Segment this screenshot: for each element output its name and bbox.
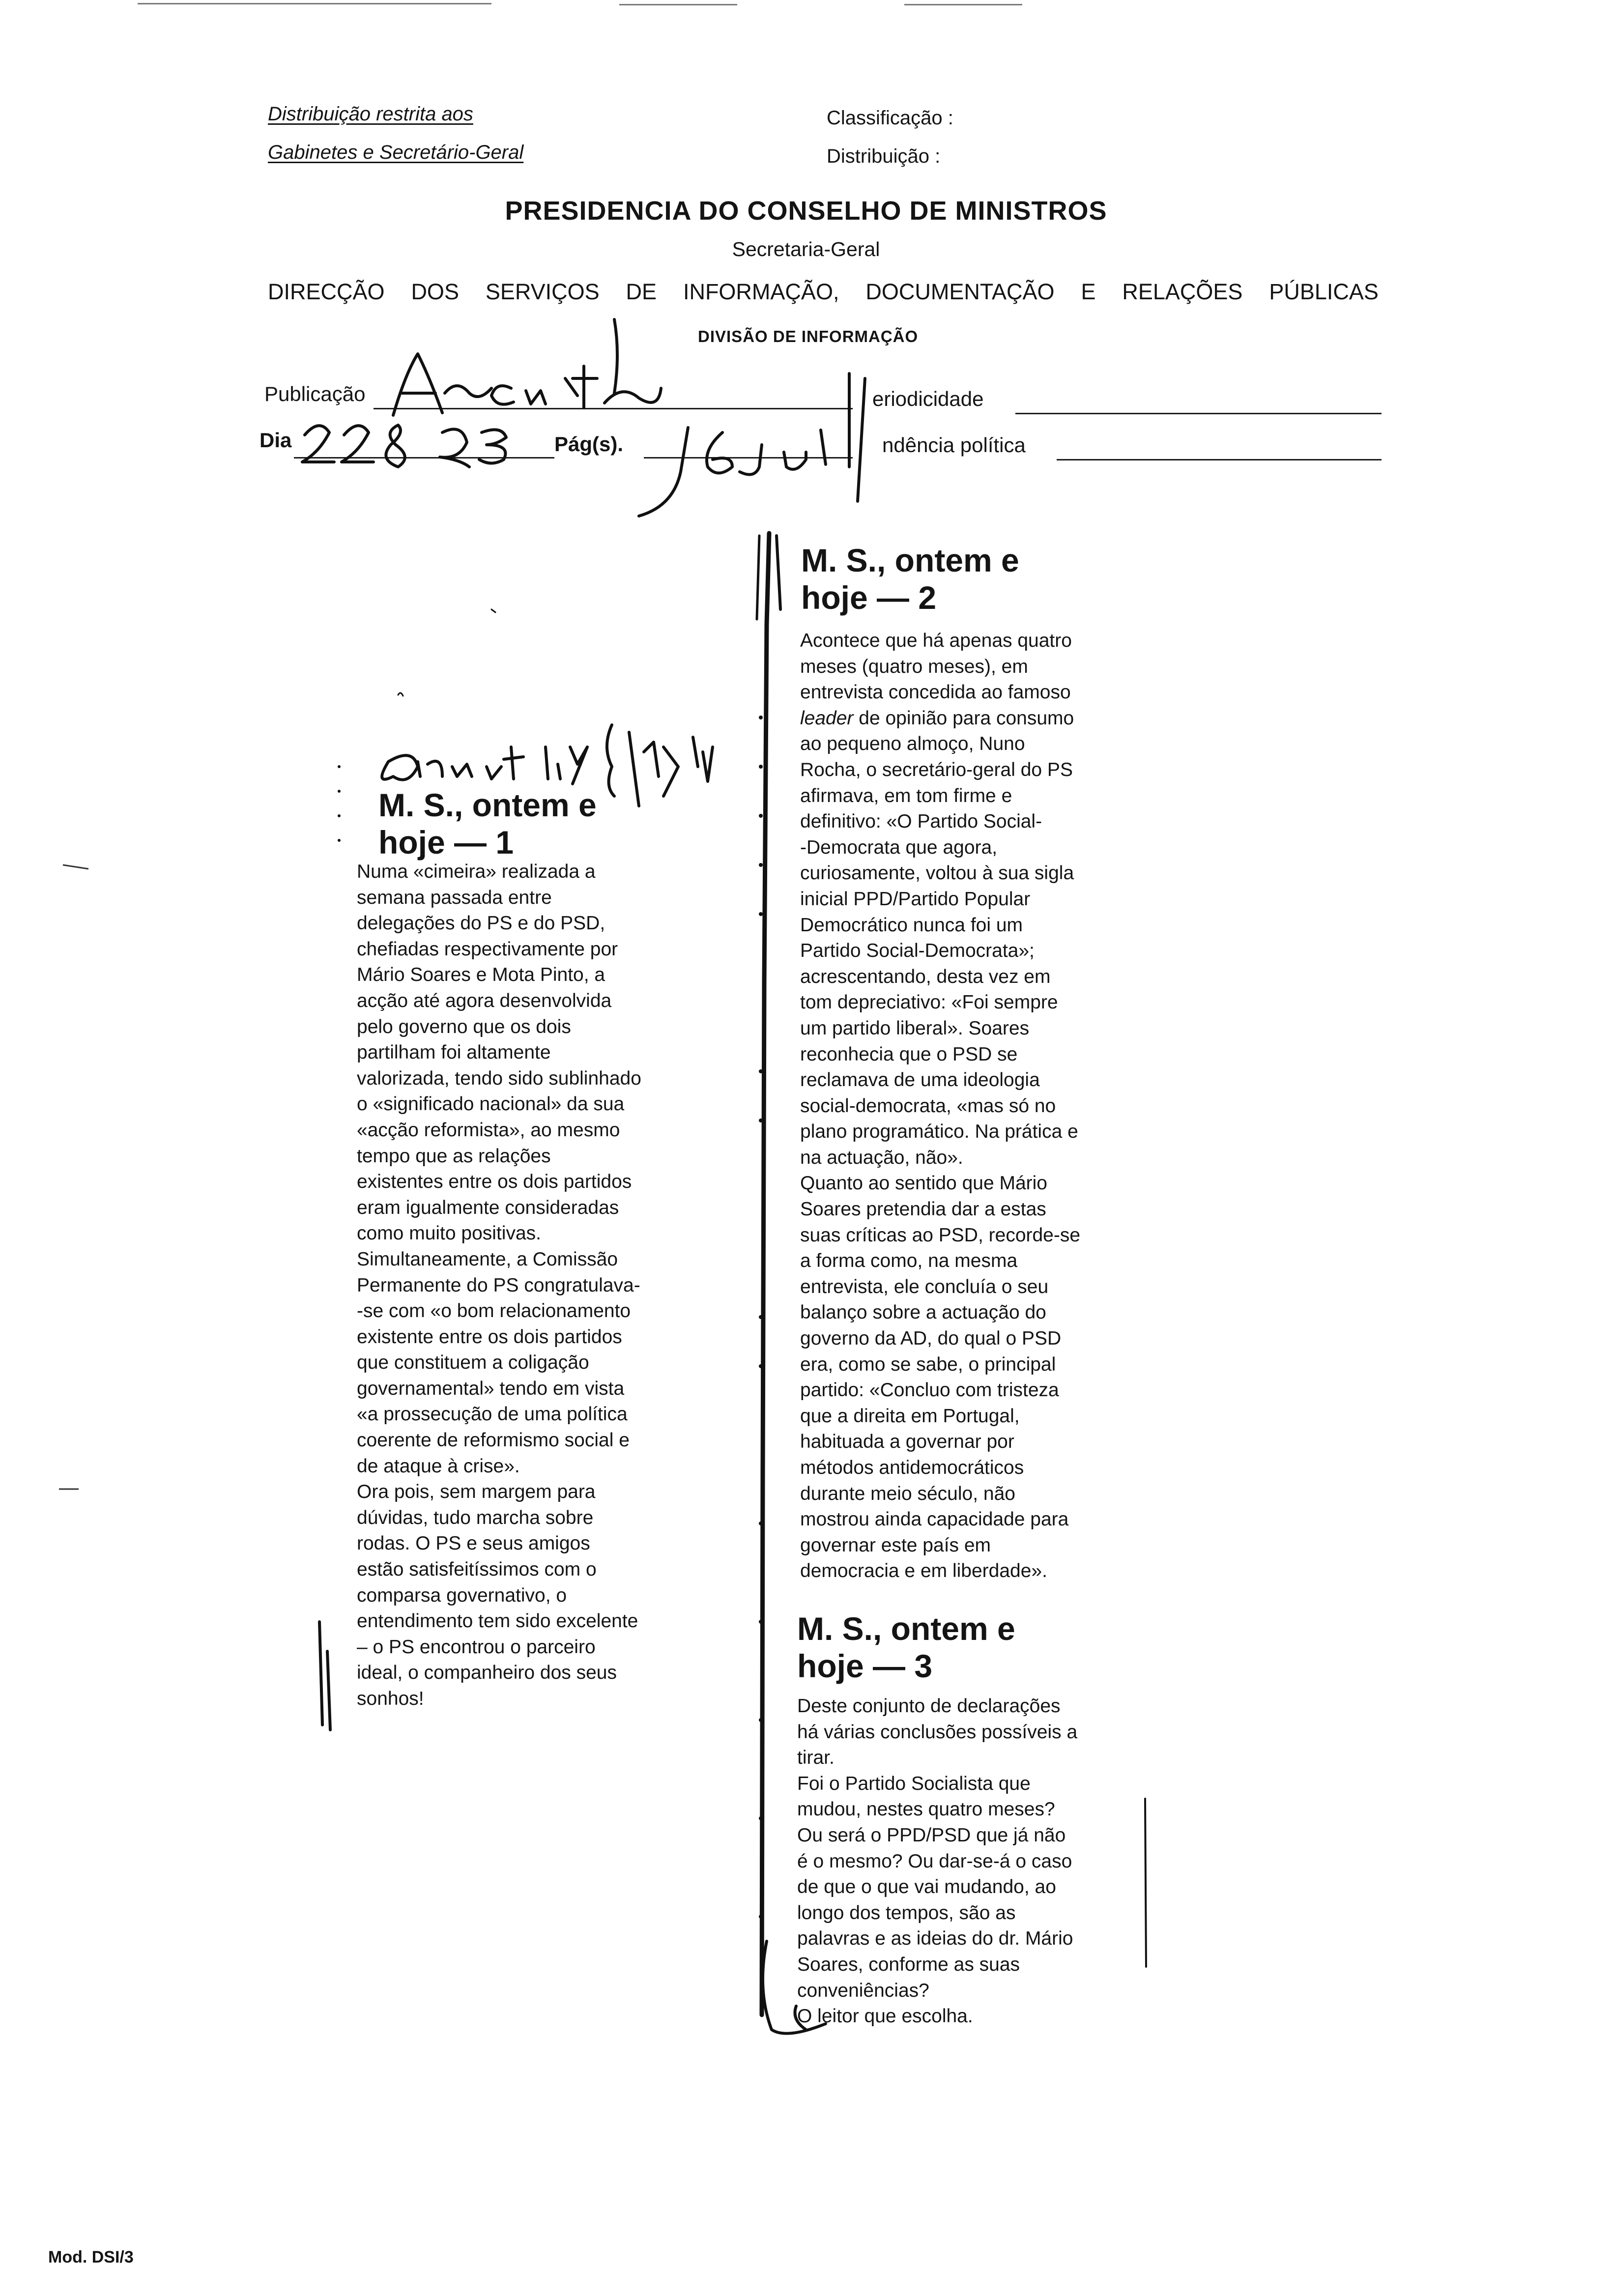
- directorate-word: DOS: [411, 279, 459, 304]
- article-2-body: Acontece que há apenas quatro meses (quatro meses), em entrevista concedida ao famoso leader de opinião para consumo ao pequeno almoço, Nuno Rocha, o secretário-geral do PS afirmava, em tom firme e definitivo: «O Partido Social- -Democrata que agora, curiosamente, voltou à sua sigla inicial PPD/Partido Popular Democrático nunca foi um Partido Social-Democrata»; acrescentando, desta vez em tom depreciativo: «Foi sempre um partido liberal». Soares reconhecia que o PSD se reclamava de uma ideologia social-democrata, «mas só no plano programático. Na prática e na actuação, não». Quanto ao sentido que Mário Soares pretendia dar a estas suas críticas ao PSD, recorde-se a forma como, na mesma entrevista, ele concluía o seu balanço sobre a actuação do governo da AD, do qual o PSD era, como se sabe, o principal partido: «Concluo com tristeza que a direita em Portugal, habituada a governar por métodos antidemocráticos durante meio século, não mostrou ainda capacidade para governar este país em democracia e em liberdade».: [800, 630, 1081, 1582]
- article-1-body: Numa «cimeira» realizada a semana passada entre delegações do PS e do PSD, chefiadas respectivamente por Mário Soares e Mota Pinto, a acção até agora desenvolvida pelo governo que os dois partilham foi altamente valorizada, tendo sido sublinhado o «significado nacional» da sua «acção reformista», ao mesmo tempo que as relações existentes entre os dois partidos eram igualmente consideradas como muito positivas. Simultaneamente, a Comissão Permanente do PS congratulava- -se com «o bom relacionamento existente entre os dois partidos que constituem a coligação governamental» tendo em vista «a prossecução de uma política coerente de reformismo social e de ataque à crise». Ora pois, sem margem para dúvidas, tudo marcha sobre rodas. O PS e seus amigos estão satisfeitíssimos com o comparsa governativo, o entendimento tem sido excelente – o PS encontrou o parceiro ideal, o companheiro dos seus sonhos!: [357, 861, 641, 1709]
- directorate-word: PÚBLICAS: [1269, 279, 1379, 304]
- article-1-heading-line1: M. S., ontem e: [378, 787, 597, 823]
- directorate-word: DIRECÇÃO: [268, 279, 385, 304]
- article-1-heading-line2: hoje — 1: [378, 824, 514, 861]
- article-2-heading-line2: hoje — 2: [801, 579, 937, 616]
- handwritten-publication: [393, 354, 661, 415]
- article-3-heading-line1: M. S., ontem e: [797, 1610, 1015, 1647]
- distribution-label: Distribuição :: [827, 145, 941, 167]
- form-code: Mod. DSI/3: [48, 2248, 134, 2267]
- periodicity-label: eriodicidade: [872, 387, 984, 410]
- directorate-word: RELAÇÕES: [1122, 279, 1243, 304]
- directorate-word: E: [1081, 279, 1096, 304]
- article-2-heading-line1: M. S., ontem e: [801, 542, 1019, 578]
- restricted-distribution-line2: Gabinetes e Secretário-Geral: [268, 142, 524, 163]
- directorate-word: SERVIÇOS: [485, 279, 600, 304]
- classification-label: Classificação :: [827, 107, 953, 129]
- article-3-body: Deste conjunto de declarações há várias conclusões possíveis a tirar. Foi o Partido Socialista que mudou, nestes quatro meses? Ou será o PPD/PSD que já não é o mesmo? Ou dar-se-á o caso de que o que vai mudando, ao longo dos tempos, são as palavras e as ideias do dr. Mário Soares, conforme as suas conveniências? O leitor que escolha.: [797, 1695, 1078, 2027]
- publication-label: Publicação: [264, 382, 366, 405]
- page-subtitle: Secretaria-Geral: [732, 238, 880, 260]
- political-tendency-label: ndência política: [882, 433, 1026, 457]
- directorate-word: DOCUMENTAÇÃO: [865, 279, 1055, 304]
- article-2-heading: [801, 542, 1019, 616]
- pages-label: Pág(s).: [554, 432, 624, 456]
- day-label: Dia: [259, 429, 292, 452]
- directorate-word: DE: [626, 279, 657, 304]
- italic-word: leader: [800, 707, 854, 729]
- page-title: PRESIDENCIA DO CONSELHO DE MINISTROS: [505, 196, 1107, 226]
- restricted-distribution-line1: Distribuição restrita aos: [268, 103, 473, 125]
- article-3-heading: [797, 1610, 1015, 1685]
- article-3-heading-line2: hoje — 3: [797, 1648, 933, 1684]
- handwritten-pages: [639, 428, 826, 516]
- article-1-heading: [378, 786, 597, 861]
- division-label: DIVISÃO DE INFORMAÇÃO: [698, 327, 919, 345]
- directorate-word: INFORMAÇÃO,: [683, 279, 839, 304]
- handwritten-day: [302, 425, 506, 467]
